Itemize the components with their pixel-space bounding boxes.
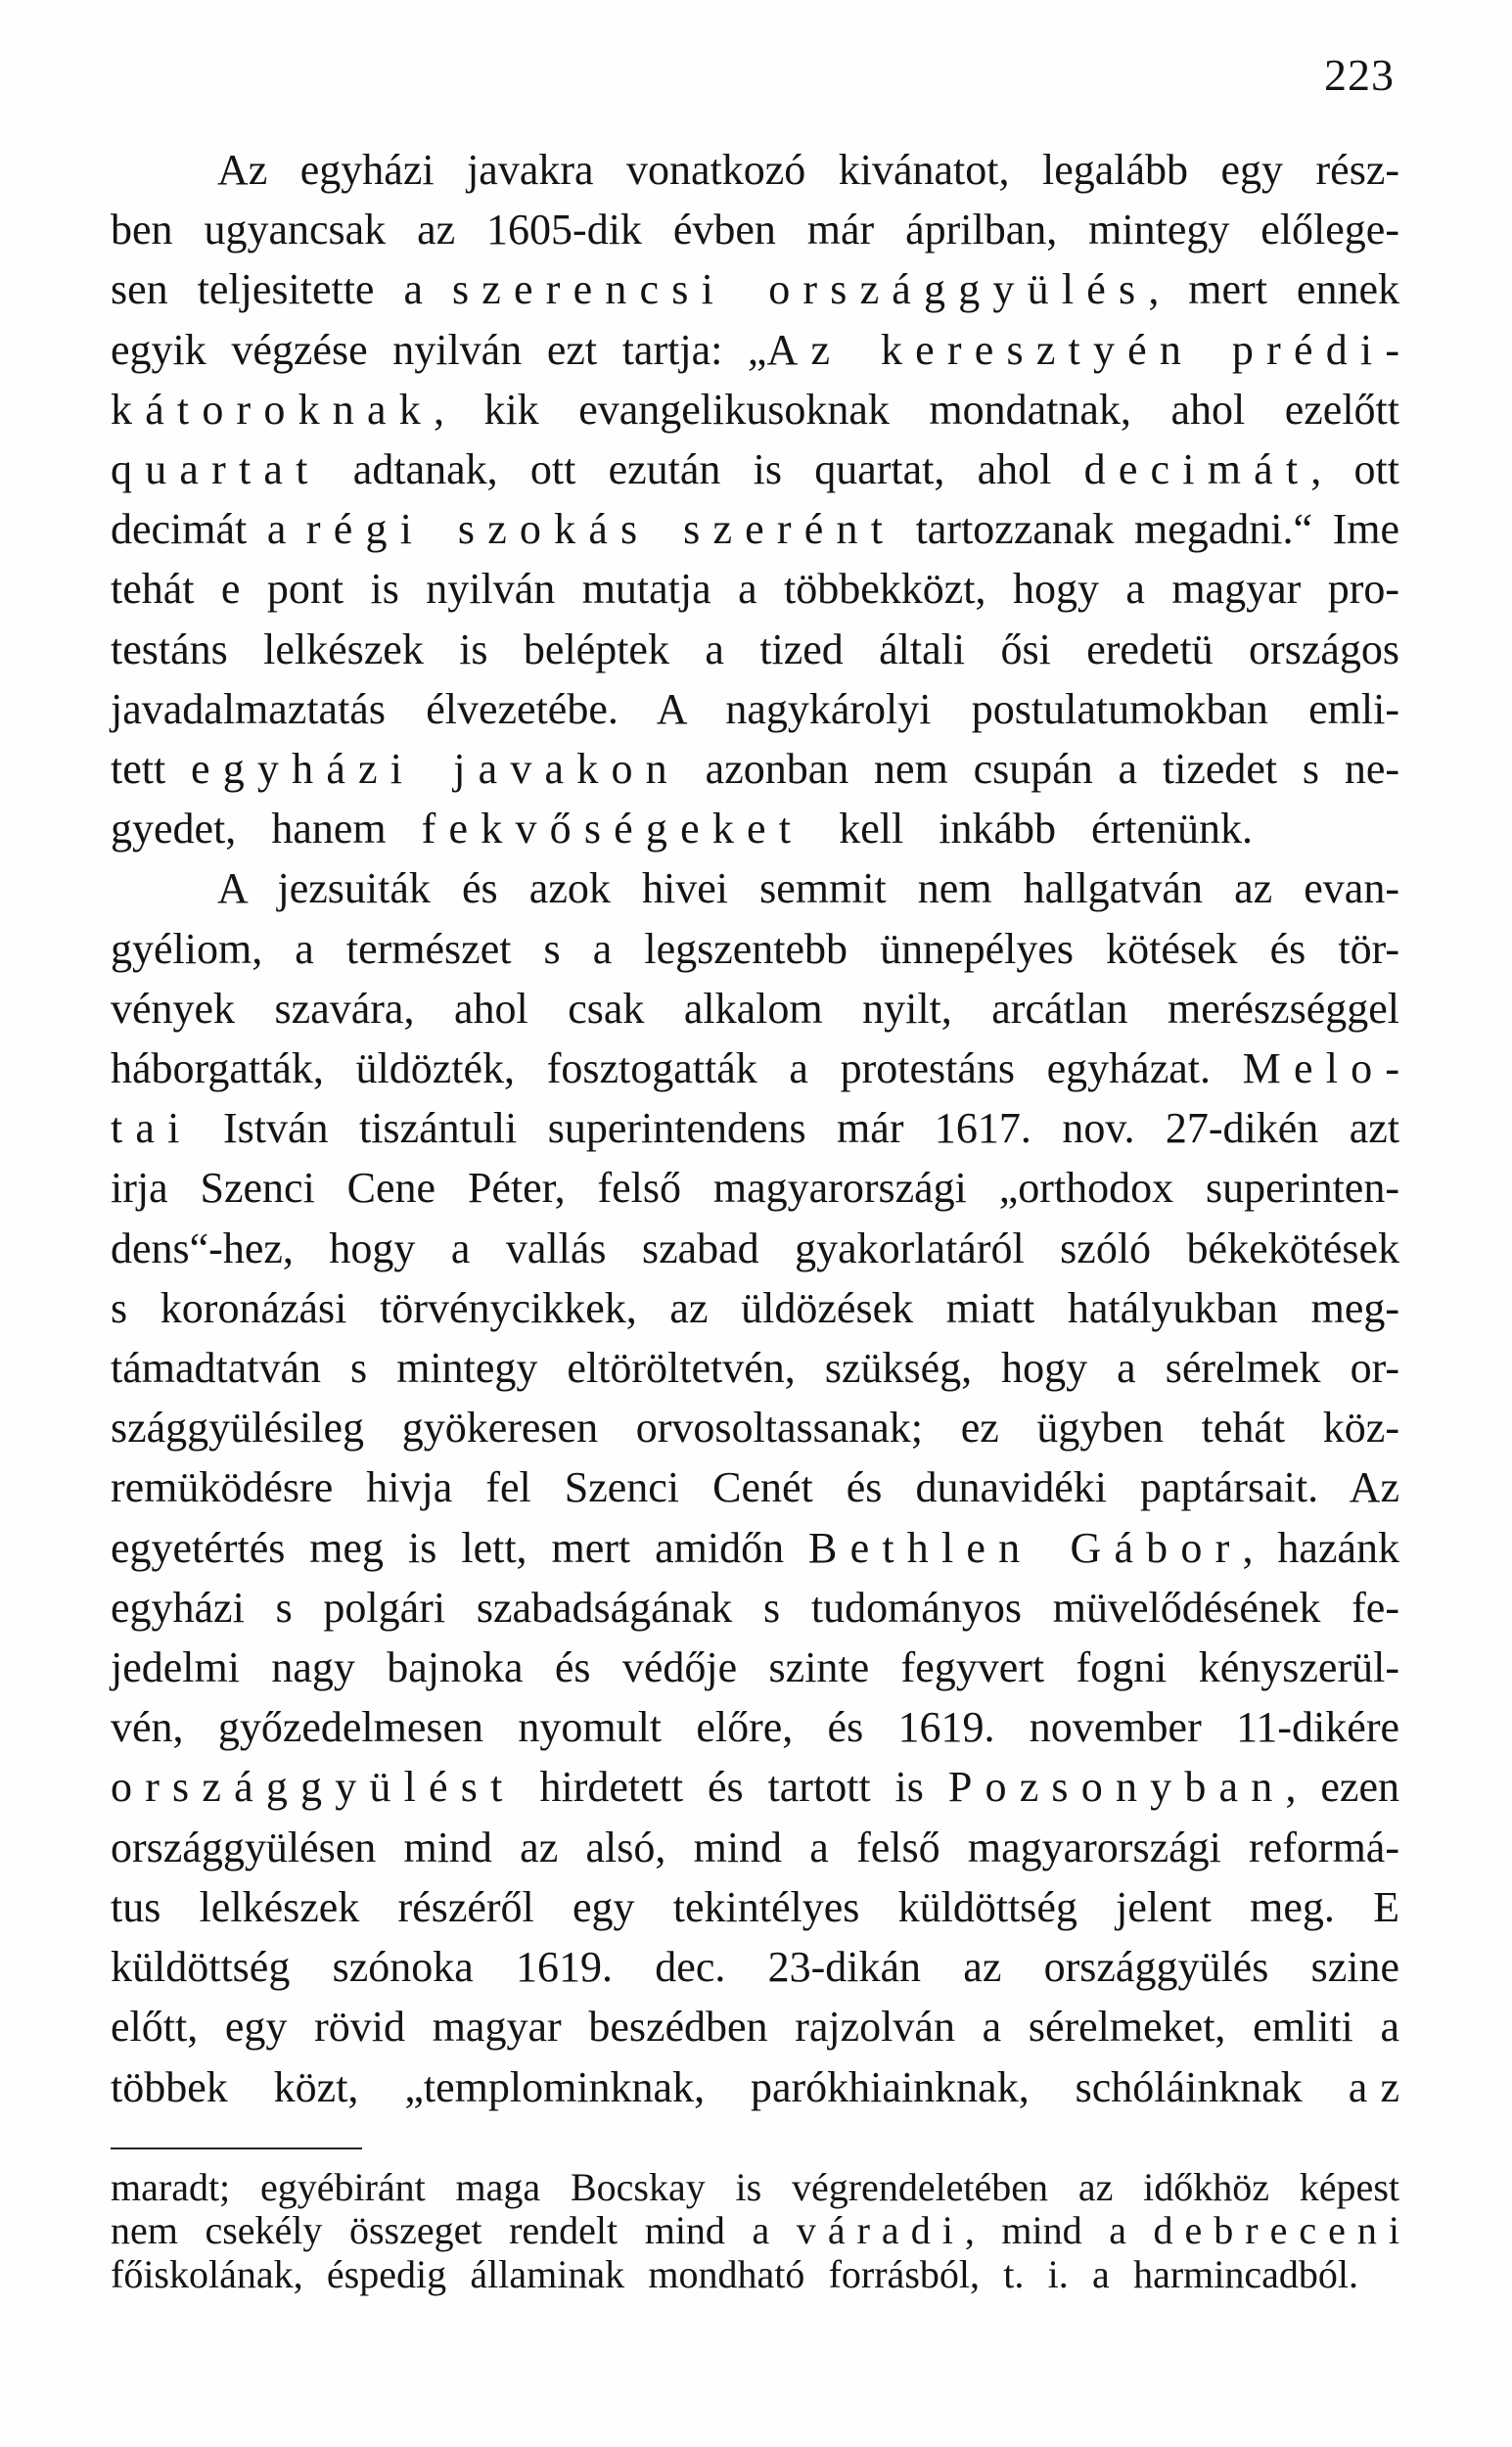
spaced-emphasis: országgyülést (111, 1763, 516, 1812)
text-line (111, 1757, 1399, 1817)
text-line (111, 2166, 1399, 2209)
text-run: azonban nem csupán a tizedet s ne- (679, 745, 1400, 794)
spaced-emphasis: tai (111, 1104, 193, 1153)
text-line (111, 200, 1399, 259)
text-run: sen teljesitette a (111, 265, 452, 314)
spaced-emphasis: debreceni (1153, 2208, 1411, 2253)
text-run: tartozzanak megadni.“ Ime (895, 505, 1399, 554)
text-line (111, 1158, 1399, 1218)
text-line (111, 858, 1399, 918)
text-run: egyetértés meg is lett, mert amidőn (111, 1523, 809, 1572)
body-text (111, 140, 1413, 2117)
text-run: , ott (1310, 445, 1399, 494)
text-run: egyik végzése nyilván ezt tartja: „ (111, 325, 767, 374)
text-run: adtanak, ott ezután is quartat, ahol (320, 445, 1084, 494)
footnote (111, 2165, 1411, 2296)
text-run: irja Szenci Cene Péter, felső magyarországi „orthodox superinten- (111, 1164, 1399, 1213)
text-run: , ezen (1285, 1763, 1399, 1812)
footnote-separator (111, 2147, 362, 2149)
text-run: többek közt, „templominknak, parókhiainknak, schóláinknak (111, 2062, 1349, 2111)
text-line (111, 1997, 1399, 2056)
text-line (111, 979, 1399, 1039)
text-run: , mind a (964, 2208, 1154, 2253)
text-line (111, 739, 1399, 799)
text-line (111, 499, 1399, 559)
text-run: egyházi s polgári szabadságának s tudományos müvelődésének fe- (111, 1583, 1399, 1632)
spaced-emphasis: Az keresztyén prédi- (766, 325, 1413, 374)
text-run: , mert ennek (1148, 265, 1399, 314)
paragraph (111, 858, 1413, 2116)
spaced-emphasis: egyházi javakon (191, 745, 680, 794)
text-run: tett (111, 745, 191, 794)
spaced-emphasis: az (1348, 2062, 1413, 2111)
text-run: támadtatván s mintegy eltöröltetvén, szükség, hogy a sérelmek or- (111, 1344, 1399, 1393)
text-run: gyéliom, a természet s a legszentebb ünnepélyes kötések és tör- (111, 924, 1399, 973)
text-run: s koronázási törvénycikkek, az üldözések miatt hatályukban meg- (111, 1283, 1399, 1332)
paragraph (111, 140, 1413, 858)
text-line (111, 1877, 1399, 1937)
text-line (111, 380, 1399, 439)
text-run: küldöttség szónoka 1619. dec. 23-dikán az országgyülés szine (111, 1943, 1399, 1992)
text-run: tus lelkészek részéről egy tekintélyes küldöttség jelent meg. E (111, 1882, 1399, 1931)
text-line (111, 1638, 1399, 1697)
spaced-emphasis: fekvőségeket (421, 805, 804, 854)
text-line (111, 1278, 1399, 1338)
spaced-emphasis: decimát (1083, 445, 1311, 494)
spaced-emphasis: kátoroknak (111, 385, 434, 434)
text-run: Az egyházi javakra vonatkozó kivánatot, legalább egy rész- (217, 146, 1399, 194)
text-line (111, 2253, 1358, 2296)
spaced-emphasis: Pozsonyban (947, 1763, 1286, 1812)
text-line (111, 1039, 1413, 1098)
text-run: szággyülésileg gyökeresen orvosoltassanak; ez ügyben tehát köz- (111, 1404, 1399, 1453)
text-line (111, 259, 1399, 319)
spaced-emphasis: quartat (111, 445, 321, 494)
text-line (111, 620, 1399, 679)
text-run: előtt, egy rövid magyar beszédben rajzolván a sérelmeket, emliti a (111, 2003, 1399, 2052)
text-run: javadalmaztatás élvezetébe. A nagykárolyi postulatumokban emli- (111, 684, 1399, 733)
text-line (111, 1578, 1399, 1638)
text-line (111, 1697, 1399, 1757)
text-line (111, 439, 1399, 499)
text-run: , hazánk (1242, 1523, 1399, 1572)
text-run: dens“-hez, hogy a vallás szabad gyakorlatáról szóló békekötések (111, 1224, 1399, 1272)
text-run: háborgatták, üldözték, fosztogatták a protestáns egyházat. (111, 1044, 1243, 1093)
text-line (111, 1219, 1399, 1278)
text-line (111, 679, 1399, 739)
text-run: István tiszántuli superintendens már 1617. nov. 27-dikén azt (192, 1104, 1399, 1153)
text-run: vén, győzedelmesen nyomult előre, és 1619. november 11-dikére (111, 1703, 1399, 1752)
text-run: kell inkább értenünk. (803, 805, 1253, 854)
text-run: tehát e pont is nyilván mutatja a többekközt, hogy a magyar pro- (111, 565, 1399, 614)
text-run: maradt; egyébiránt maga Bocskay is végrendeletében az időkhöz képest (111, 2165, 1399, 2209)
text-run: gyedet, hanem (111, 805, 422, 854)
spaced-emphasis: Bethlen Gábor (808, 1523, 1243, 1572)
text-run: remüködésre hivja fel Szenci Cenét és dunavidéki paptársait. Az (111, 1463, 1399, 1512)
text-line (111, 799, 1253, 858)
text-line (111, 1818, 1399, 1877)
text-run: főiskolának, éspedig államinak mondható forrásból, t. i. a harmincadból. (111, 2251, 1358, 2296)
text-line (111, 919, 1399, 979)
spaced-emphasis: szerencsi országgyülés (451, 265, 1149, 314)
text-line (111, 1398, 1399, 1457)
text-run: , kik evangelikusoknak mondatnak, ahol ezelőtt (433, 385, 1399, 434)
text-line (111, 2208, 1411, 2253)
text-line (111, 1518, 1399, 1578)
text-run: A jezsuiták és azok hivei semmit nem hallgatván az evan- (217, 864, 1399, 913)
text-line (111, 140, 1399, 200)
text-line (111, 1457, 1399, 1517)
text-line (111, 559, 1399, 619)
text-run: ben ugyancsak az 1605-dik évben már áprilban, mintegy előlege- (111, 206, 1399, 254)
spaced-emphasis: régi szokás szerént (305, 505, 896, 554)
spaced-emphasis: váradi (796, 2208, 965, 2253)
text-line (111, 2057, 1413, 2117)
text-line (111, 1098, 1399, 1158)
text-run: hirdetett és tartott is (515, 1763, 948, 1812)
text-run: jedelmi nagy bajnoka és védője szinte fegyvert fogni kényszerül- (111, 1643, 1399, 1692)
text-line (111, 320, 1413, 380)
text-line (111, 1338, 1399, 1398)
text-run: decimát a (111, 505, 306, 554)
text-run: nem csekély összeget rendelt mind a (111, 2208, 797, 2253)
text-run: vények szavára, ahol csak alkalom nyilt, arcátlan merészséggel (111, 984, 1399, 1033)
page-number: 223 (1324, 50, 1395, 100)
spaced-emphasis: Melo- (1242, 1044, 1413, 1093)
text-line (111, 1937, 1399, 1997)
text-run: testáns lelkészek is beléptek a tized általi ősi eredetü országos (111, 624, 1399, 673)
text-run: országgyülésen mind az alsó, mind a felső magyarországi reformá- (111, 1823, 1399, 1871)
